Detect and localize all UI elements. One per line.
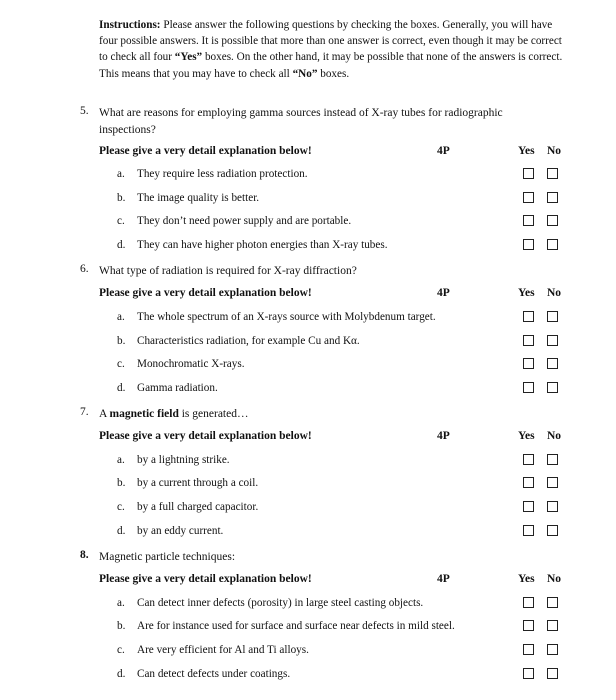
question-6-no-header: No (547, 287, 562, 299)
q5-option-d-letter: d. (117, 239, 126, 251)
q6-option-b-letter: b. (117, 335, 126, 347)
question-8-yes-header: Yes (518, 573, 535, 585)
q7-c-yes-checkbox[interactable] (523, 501, 534, 512)
q5-d-yes-checkbox[interactable] (523, 239, 534, 250)
question-7-text-post: is generated… (178, 408, 249, 420)
q7-option-c-letter: c. (117, 501, 125, 513)
question-7-text (99, 406, 559, 423)
q5-d-no-checkbox[interactable] (547, 239, 558, 250)
instructions-text-c: boxes. (317, 67, 350, 80)
question-6-points: 4P (437, 287, 450, 299)
question-5-header: Please give a very detail explanation below! (99, 145, 312, 157)
q7-d-yes-checkbox[interactable] (523, 525, 534, 536)
q7-c-no-checkbox[interactable] (547, 501, 558, 512)
q7-d-no-checkbox[interactable] (547, 525, 558, 536)
question-7-text-pre: A (99, 408, 110, 420)
q8-b-yes-checkbox[interactable] (523, 620, 534, 631)
q8-c-no-checkbox[interactable] (547, 644, 558, 655)
q6-a-no-checkbox[interactable] (547, 311, 558, 322)
instructions-label: Instructions: (99, 19, 161, 31)
q5-a-no-checkbox[interactable] (547, 168, 558, 179)
q8-option-a-letter: a. (117, 597, 125, 609)
q7-a-yes-checkbox[interactable] (523, 454, 534, 465)
q8-option-d-text: Can detect defects under coatings. (137, 668, 291, 680)
q7-b-yes-checkbox[interactable] (523, 477, 534, 488)
q6-option-a-text: The whole spectrum of an X-rays source with Molybdenum target. (137, 311, 436, 323)
q5-option-b-text: The image quality is better. (137, 192, 260, 204)
question-5-points: 4P (437, 145, 450, 157)
q5-a-yes-checkbox[interactable] (523, 168, 534, 179)
q6-option-d-text: Gamma radiation. (137, 382, 218, 394)
question-6-text: What type of radiation is required for X-ray diffraction? (99, 265, 357, 277)
q5-option-c-text: They don’t need power supply and are portable. (137, 215, 352, 227)
q5-option-c-letter: c. (117, 215, 125, 227)
question-8-points: 4P (437, 573, 450, 585)
q6-option-a-letter: a. (117, 311, 125, 323)
q8-option-b-letter: b. (117, 620, 126, 632)
q6-option-d-letter: d. (117, 382, 126, 394)
q5-b-yes-checkbox[interactable] (523, 192, 534, 203)
question-6-yes-header: Yes (518, 287, 535, 299)
q7-option-b-text: by a current through a coil. (137, 477, 259, 489)
q8-b-no-checkbox[interactable] (547, 620, 558, 631)
question-7-number: 7. (80, 406, 89, 418)
question-8-no-header: No (547, 573, 562, 585)
question-7-text-bold: magnetic field (109, 408, 179, 420)
q7-b-no-checkbox[interactable] (547, 477, 558, 488)
question-5-no-header: No (547, 145, 562, 157)
q7-option-a-letter: a. (117, 454, 125, 466)
q5-option-b-letter: b. (117, 192, 126, 204)
q6-d-no-checkbox[interactable] (547, 382, 558, 393)
q8-option-c-letter: c. (117, 644, 125, 656)
instructions-text-a: Please answer the following questions by checking the boxes. Generally, you will have four possible answers. It is possible that more than one answer is correct, even though it may be correct to check all four (99, 19, 562, 64)
q5-option-d-text: They can have higher photon energies than X-ray tubes. (137, 239, 388, 251)
q8-c-yes-checkbox[interactable] (523, 644, 534, 655)
q8-d-no-checkbox[interactable] (547, 668, 558, 679)
q6-option-c-letter: c. (117, 358, 125, 370)
q7-option-d-text: by an eddy current. (137, 525, 224, 537)
question-5-yes-header: Yes (518, 145, 535, 157)
question-8-header: Please give a very detail explanation below! (99, 573, 312, 585)
q6-b-no-checkbox[interactable] (547, 335, 558, 346)
instructions-no-word: “No” (292, 67, 318, 80)
question-5-text: What are reasons for employing gamma sources instead of X-ray tubes for radiographic inspections? (99, 107, 503, 136)
q8-option-b-text: Are for instance used for surface and surface near defects in mild steel. (137, 620, 455, 632)
q6-c-yes-checkbox[interactable] (523, 358, 534, 369)
question-7-points: 4P (437, 430, 450, 442)
instructions-yes-word: “Yes” (174, 51, 203, 64)
q8-option-a-text: Can detect inner defects (porosity) in large steel casting objects. (137, 597, 424, 609)
question-6-header: Please give a very detail explanation below! (99, 287, 312, 299)
q8-option-d-letter: d. (117, 668, 126, 680)
q6-c-no-checkbox[interactable] (547, 358, 558, 369)
q6-option-c-text: Monochromatic X-rays. (137, 358, 245, 370)
instructions-text-b: boxes. On the other hand, it may be possible that none of the answers is correct. This means that you may have to check all (99, 51, 563, 80)
q5-b-no-checkbox[interactable] (547, 192, 558, 203)
q8-a-no-checkbox[interactable] (547, 597, 558, 608)
q6-d-yes-checkbox[interactable] (523, 382, 534, 393)
q7-a-no-checkbox[interactable] (547, 454, 558, 465)
q8-d-yes-checkbox[interactable] (523, 668, 534, 679)
question-8-number: 8. (80, 549, 89, 561)
question-6-number: 6. (80, 263, 89, 275)
question-8-text: Magnetic particle techniques: (99, 551, 236, 563)
q6-option-b-text: Characteristics radiation, for example Cu and Kα. (137, 335, 360, 347)
q7-option-d-letter: d. (117, 525, 126, 537)
q5-option-a-text: They require less radiation protection. (137, 168, 308, 180)
question-7-header: Please give a very detail explanation below! (99, 430, 312, 442)
q6-b-yes-checkbox[interactable] (523, 335, 534, 346)
q7-option-a-text: by a lightning strike. (137, 454, 230, 466)
q5-option-a-letter: a. (117, 168, 125, 180)
question-7-no-header: No (547, 430, 562, 442)
question-7-yes-header: Yes (518, 430, 535, 442)
instructions-paragraph (99, 17, 569, 82)
q7-option-c-text: by a full charged capacitor. (137, 501, 259, 513)
q8-option-c-text: Are very efficient for Al and Ti alloys. (137, 644, 309, 656)
q5-c-yes-checkbox[interactable] (523, 215, 534, 226)
q6-a-yes-checkbox[interactable] (523, 311, 534, 322)
q8-a-yes-checkbox[interactable] (523, 597, 534, 608)
q5-c-no-checkbox[interactable] (547, 215, 558, 226)
q7-option-b-letter: b. (117, 477, 126, 489)
question-5-number: 5. (80, 105, 89, 117)
